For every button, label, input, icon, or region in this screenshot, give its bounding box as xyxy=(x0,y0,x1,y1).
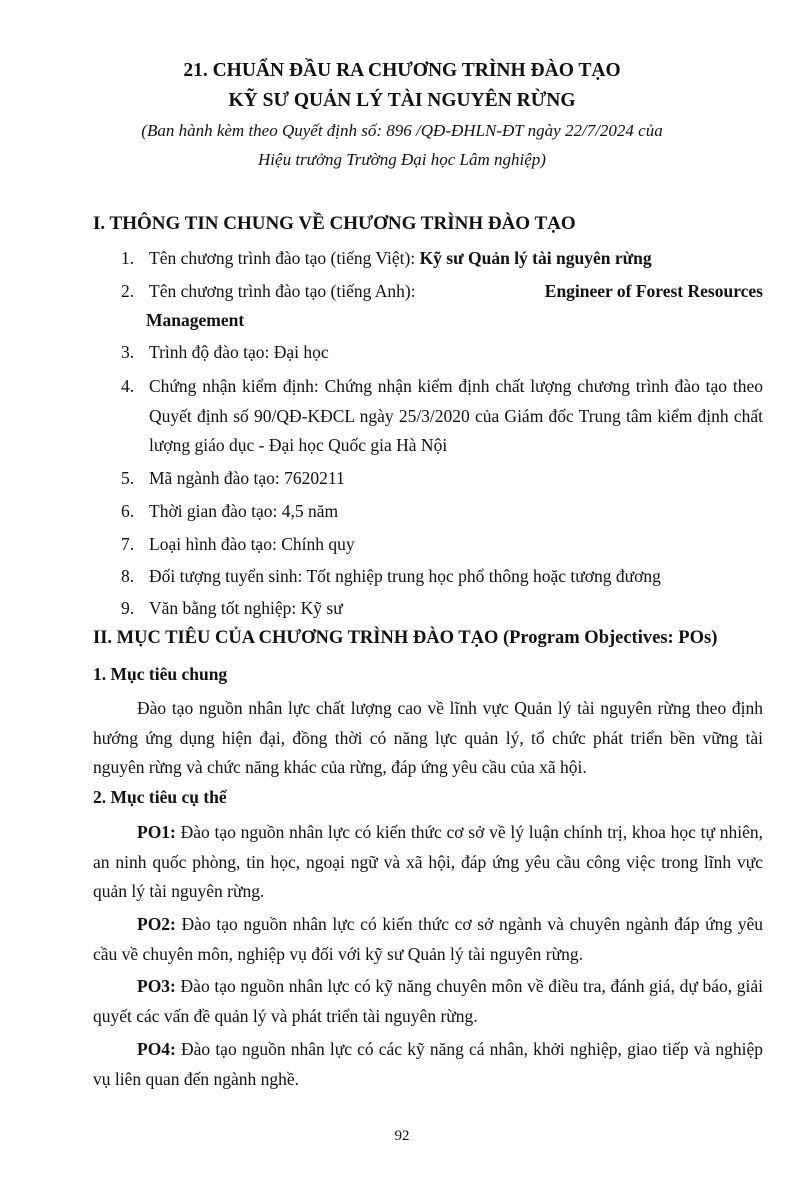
objective-text: Đào tạo nguồn nhân lực có các kỹ năng cá nhân, khởi nghiệp, giao tiếp và nghiệp vụ liên quan đến ngành nghề. xyxy=(93,1039,763,1089)
list-item-text: Mã ngành đào tạo: 7620211 xyxy=(149,468,345,488)
list-item xyxy=(93,372,763,461)
list-item-text: Thời gian đào tạo: 4,5 năm xyxy=(149,501,339,521)
program-name-en-line1: Engineer of Forest Resources xyxy=(544,281,763,301)
objective-po2 xyxy=(93,910,763,969)
objective-code: PO3: xyxy=(137,976,176,996)
objective-text: Đào tạo nguồn nhân lực có kiến thức cơ sở ngành và chuyên ngành đáp ứng yêu cầu về chuyên môn, nghiệp vụ đối với kỹ sư Quản lý tài nguyên rừng. xyxy=(93,914,763,964)
section-2-heading: II. MỤC TIÊU CỦA CHƯƠNG TRÌNH ĐÀO TẠO (Program Objectives: POs) xyxy=(93,628,718,648)
list-item-number: 3. xyxy=(121,342,135,362)
objective-po3 xyxy=(93,972,763,1031)
list-item-number: 6. xyxy=(121,501,135,521)
page-number: 92 xyxy=(394,1128,410,1144)
list-item-text: Văn bằng tốt nghiệp: Kỹ sư xyxy=(149,598,343,618)
objective-code: PO1: xyxy=(137,822,176,842)
document-title-line2: KỸ SƯ QUẢN LÝ TÀI NGUYÊN RỪNG xyxy=(228,90,576,111)
program-name-vi: Kỹ sư Quản lý tài nguyên rừng xyxy=(419,248,652,268)
program-name-en-line2: Management xyxy=(146,310,245,330)
list-item-text: Chứng nhận kiểm định: Chứng nhận kiểm định chất lượng chương trình đào tạo theo Quyết định số 90/QĐ-KĐCL ngày 25/3/2020 của Giám đốc Trung tâm kiểm định chất lượng giáo dục - Đại học Quốc gia Hà Nội xyxy=(149,376,763,455)
list-item xyxy=(93,277,763,307)
list-item-number: 7. xyxy=(121,534,135,554)
list-item xyxy=(93,497,763,527)
objective-po1 xyxy=(93,818,763,907)
list-item-label: Tên chương trình đào tạo (tiếng Anh): xyxy=(149,281,416,301)
list-item xyxy=(93,244,763,274)
objective-po4 xyxy=(93,1035,763,1094)
specific-objectives-heading: 2. Mục tiêu cụ thể xyxy=(93,787,227,807)
objective-code: PO2: xyxy=(137,914,176,934)
general-objective-heading: 1. Mục tiêu chung xyxy=(93,664,228,684)
list-item xyxy=(93,562,763,592)
list-item-number: 4. xyxy=(121,376,135,396)
document-title-line1: 21. CHUẨN ĐẦU RA CHƯƠNG TRÌNH ĐÀO TẠO xyxy=(183,60,621,81)
list-item xyxy=(93,464,763,494)
list-item-label: Tên chương trình đào tạo (tiếng Việt): xyxy=(149,248,420,268)
list-item-text: Trình độ đào tạo: Đại học xyxy=(149,342,329,362)
objective-text: Đào tạo nguồn nhân lực có kỹ năng chuyên môn về điều tra, đánh giá, dự báo, giải quyết các vấn đề quản lý và phát triển tài nguyên rừng. xyxy=(93,976,763,1026)
list-item-number: 9. xyxy=(121,598,135,618)
list-item-text: Đối tượng tuyển sinh: Tốt nghiệp trung học phổ thông hoặc tương đương xyxy=(149,566,661,586)
list-item-number: 2. xyxy=(121,281,135,301)
general-objective-text: Đào tạo nguồn nhân lực chất lượng cao về lĩnh vực Quản lý tài nguyên rừng theo định hướng ứng dụng hiện đại, đồng thời có năng lực quản lý, tổ chức phát triển bền vững tài nguyên rừng và chức năng khác của rừng, đáp ứng yêu cầu của xã hội. xyxy=(93,698,763,777)
document-subtitle-line2: Hiệu trưởng Trường Đại học Lâm nghiệp) xyxy=(258,150,546,169)
objective-code: PO4: xyxy=(137,1039,176,1059)
list-item xyxy=(93,338,763,368)
objective-text: Đào tạo nguồn nhân lực có kiến thức cơ sở về lý luận chính trị, khoa học tự nhiên, an ninh quốc phòng, tin học, ngoại ngữ và xã hội, đáp ứng yêu cầu công việc trong lĩnh vực quản lý tài nguyên rừng. xyxy=(93,822,763,901)
section-1-heading: I. THÔNG TIN CHUNG VỀ CHƯƠNG TRÌNH ĐÀO TẠO xyxy=(93,213,576,234)
document-subtitle-line1: (Ban hành kèm theo Quyết định số: 896 /QĐ-ĐHLN-ĐT ngày 22/7/2024 của xyxy=(141,121,663,140)
list-item xyxy=(93,594,763,624)
list-item-number: 1. xyxy=(121,248,135,268)
list-item xyxy=(93,530,763,560)
list-item-text: Loại hình đào tạo: Chính quy xyxy=(149,534,355,554)
list-item-number: 8. xyxy=(121,566,135,586)
list-item-number: 5. xyxy=(121,468,135,488)
list-item-continuation xyxy=(93,306,763,336)
